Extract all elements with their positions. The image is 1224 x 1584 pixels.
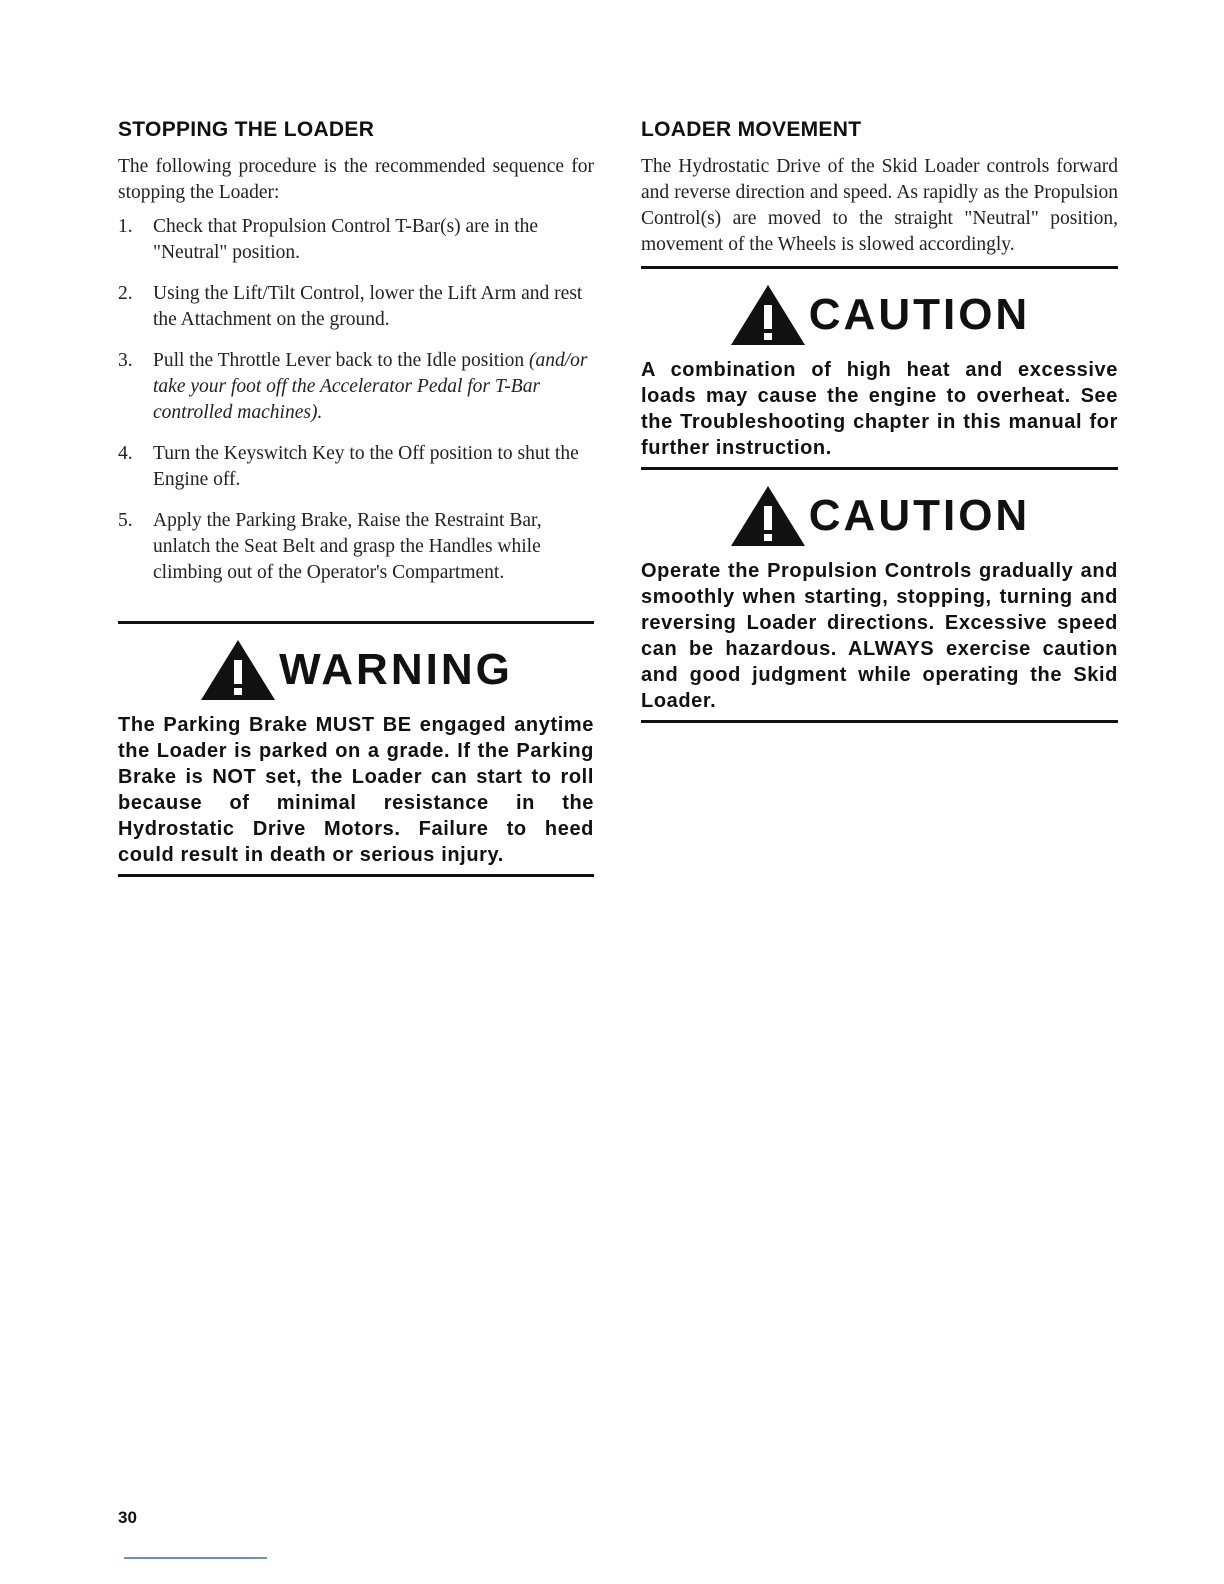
caution1-bottom-rule xyxy=(641,467,1118,470)
step-3-italic-note: (and/or take your foot off the Accelerator Pedal for T-Bar controlled machines). xyxy=(153,350,588,423)
caution2-signal xyxy=(641,484,1118,548)
caution1-text: A combination of high heat and excessive loads may cause the engine to overheat. See the Troubleshooting chapter in this manual for further instruction. xyxy=(641,359,1118,459)
warning-top-rule xyxy=(118,621,594,624)
left-column xyxy=(118,118,594,877)
step-3: 3. Pull the Throttle Lever back to the Idle position (and/or take your foot off the Accelerator Pedal for T-Bar controlled machines). xyxy=(118,350,588,423)
step-2: 2. Using the Lift/Tilt Control, lower the Lift Arm and rest the Attachment on the ground. xyxy=(118,283,583,330)
warning-signal xyxy=(118,638,594,702)
caution1-word: CAUTION xyxy=(808,290,1031,339)
step-4: 4. Turn the Keyswitch Key to the Off position to shut the Engine off. xyxy=(118,443,579,490)
movement-intro: The Hydrostatic Drive of the Skid Loader controls forward and reverse direction and speed. As rapidly as the Propulsion Control(s) are moved to the straight "Neutral" position, movement of the Wheels is slowed accordingly. xyxy=(641,156,1118,255)
warning-text: The Parking Brake MUST BE engaged anytime the Loader is parked on a grade. If the Parking Brake is NOT set, the Loader can start to roll because of minimal resistance in the Hydrostatic Drive Motors. Failure to heed could result in death or serious injury. xyxy=(118,714,594,866)
stopping-intro: The following procedure is the recommended sequence for stopping the Loader: xyxy=(118,156,594,203)
warning-word: WARNING xyxy=(279,645,513,694)
right-column xyxy=(641,118,1118,723)
caution1-top-rule xyxy=(641,266,1118,269)
alert-triangle-icon xyxy=(729,484,807,548)
caution2-bottom-rule xyxy=(641,720,1118,723)
step-5: 5. Apply the Parking Brake, Raise the Restraint Bar, unlatch the Seat Belt and grasp the Handles while climbing out of the Operator's Compartment. xyxy=(118,510,542,583)
stopping-heading: STOPPING THE LOADER xyxy=(118,118,375,141)
alert-triangle-icon xyxy=(199,638,277,702)
alert-triangle-icon xyxy=(729,283,807,347)
step-1: 1. Check that Propulsion Control T-Bar(s) are in the "Neutral" position. xyxy=(118,216,539,263)
caution2-text: Operate the Propulsion Controls gradually and smoothly when starting, stopping, turning and reversing Loader directions. Excessive speed can be hazardous. ALWAYS exercise caution and good judgment while operating the Skid Loader. xyxy=(641,560,1118,712)
caution2-word: CAUTION xyxy=(808,491,1031,540)
caution1-signal xyxy=(641,283,1118,347)
stopping-steps xyxy=(118,214,594,586)
movement-heading: LOADER MOVEMENT xyxy=(641,118,862,141)
page-number: 30 xyxy=(118,1508,137,1527)
footer-divider xyxy=(124,1557,267,1559)
warning-bottom-rule xyxy=(118,874,594,877)
